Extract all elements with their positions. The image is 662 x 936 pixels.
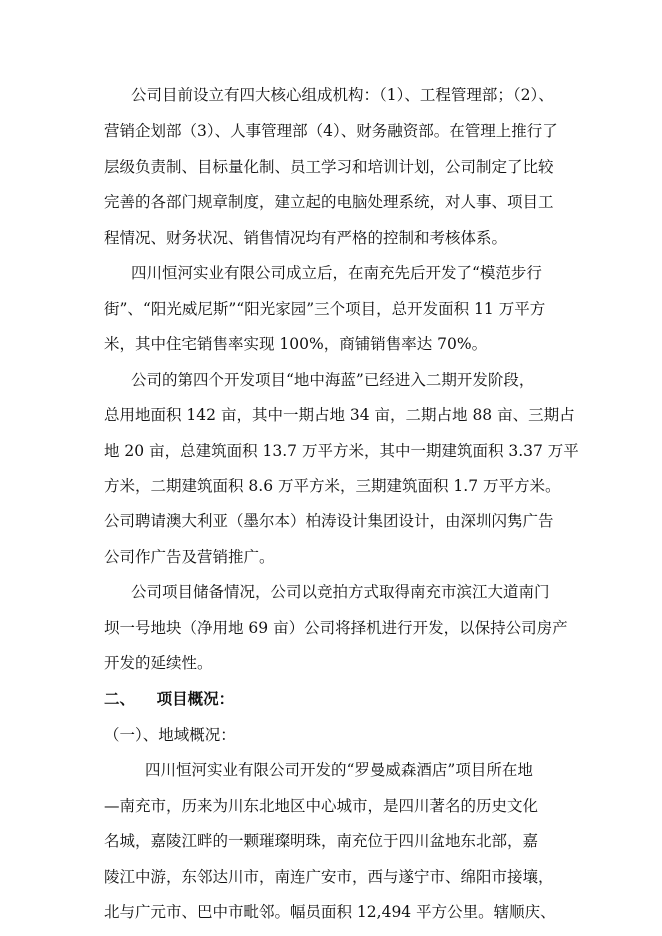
paragraph-5-line-2: —南充市，历来为川东北地区中心城市，是四川著名的历史文化: [104, 797, 539, 815]
paragraph-2-line-1: 四川恒河实业有限公司成立后，在南充先后开发了“模范步行: [131, 264, 542, 282]
paragraph-3-line-6: 公司作广告及营销推广。: [104, 548, 275, 566]
paragraph-3-line-5: 公司聘请澳大利亚（墨尔本）柏涛设计集团设计，由深圳闪隽广告: [104, 512, 554, 530]
paragraph-5-line-1: 四川恒河实业有限公司开发的“罗曼威森酒店”项目所在地: [145, 761, 533, 779]
paragraph-5-line-3: 名城，嘉陵江畔的一颗璀璨明珠，南充位于四川盆地东北部，嘉: [104, 832, 539, 850]
paragraph-5-line-4: 陵江中游，东邻达川市，南连广安市，西与遂宁市、绵阳市接壤，: [104, 868, 554, 886]
paragraph-1-line-2: 营销企划部（3）、人事管理部（4）、财务融资部。在管理上推行了: [104, 122, 558, 140]
paragraph-1-line-5: 程情况、财务状况、销售情况均有严格的控制和考核体系。: [104, 229, 508, 247]
paragraph-1-line-4: 完善的各部门规章制度，建立起的电脑处理系统，对人事、项目工: [104, 193, 554, 211]
paragraph-5-line-5: 北与广元市、巴中市毗邻。幅员面积 12,494 平方公里。辖顺庆、: [104, 903, 556, 921]
paragraph-3-line-4: 方米，二期建筑面积 8.6 万平方米，三期建筑面积 1.7 万平方米。: [104, 477, 561, 495]
paragraph-1-line-1: 公司目前设立有四大核心组成机构：（1）、工程管理部；（2）、: [131, 86, 554, 104]
paragraph-2-line-3: 米，其中住宅销售率实现 100%，商铺销售率达 70%。: [104, 335, 488, 353]
paragraph-3-line-1: 公司的第四个开发项目“地中海蓝”已经进入二期开发阶段，: [131, 371, 535, 389]
paragraph-3-line-2: 总用地面积 142 亩，其中一期占地 34 亩，二期占地 88 亩、三期占: [104, 406, 575, 424]
paragraph-4-line-2: 坝一号地块（净用地 69 亩）公司将择机进行开发，以保持公司房产: [104, 619, 568, 637]
paragraph-1-line-3: 层级负责制、目标量化制、员工学习和培训计划，公司制定了比较: [104, 158, 554, 176]
section-heading: 二、 项目概况：: [104, 689, 235, 708]
paragraph-2-line-2: 街”、“阳光威尼斯”“阳光家园”三个项目，总开发面积 11 万平方: [104, 300, 546, 318]
paragraph-4-line-1: 公司项目储备情况，公司以竞拍方式取得南充市滨江大道南门: [131, 583, 550, 601]
subsection-heading: （一）、地域概况：: [104, 726, 236, 744]
paragraph-4-line-3: 开发的延续性。: [104, 654, 213, 672]
paragraph-3-line-3: 地 20 亩，总建筑面积 13.7 万平方米，其中一期建筑面积 3.37 万平: [104, 442, 579, 460]
